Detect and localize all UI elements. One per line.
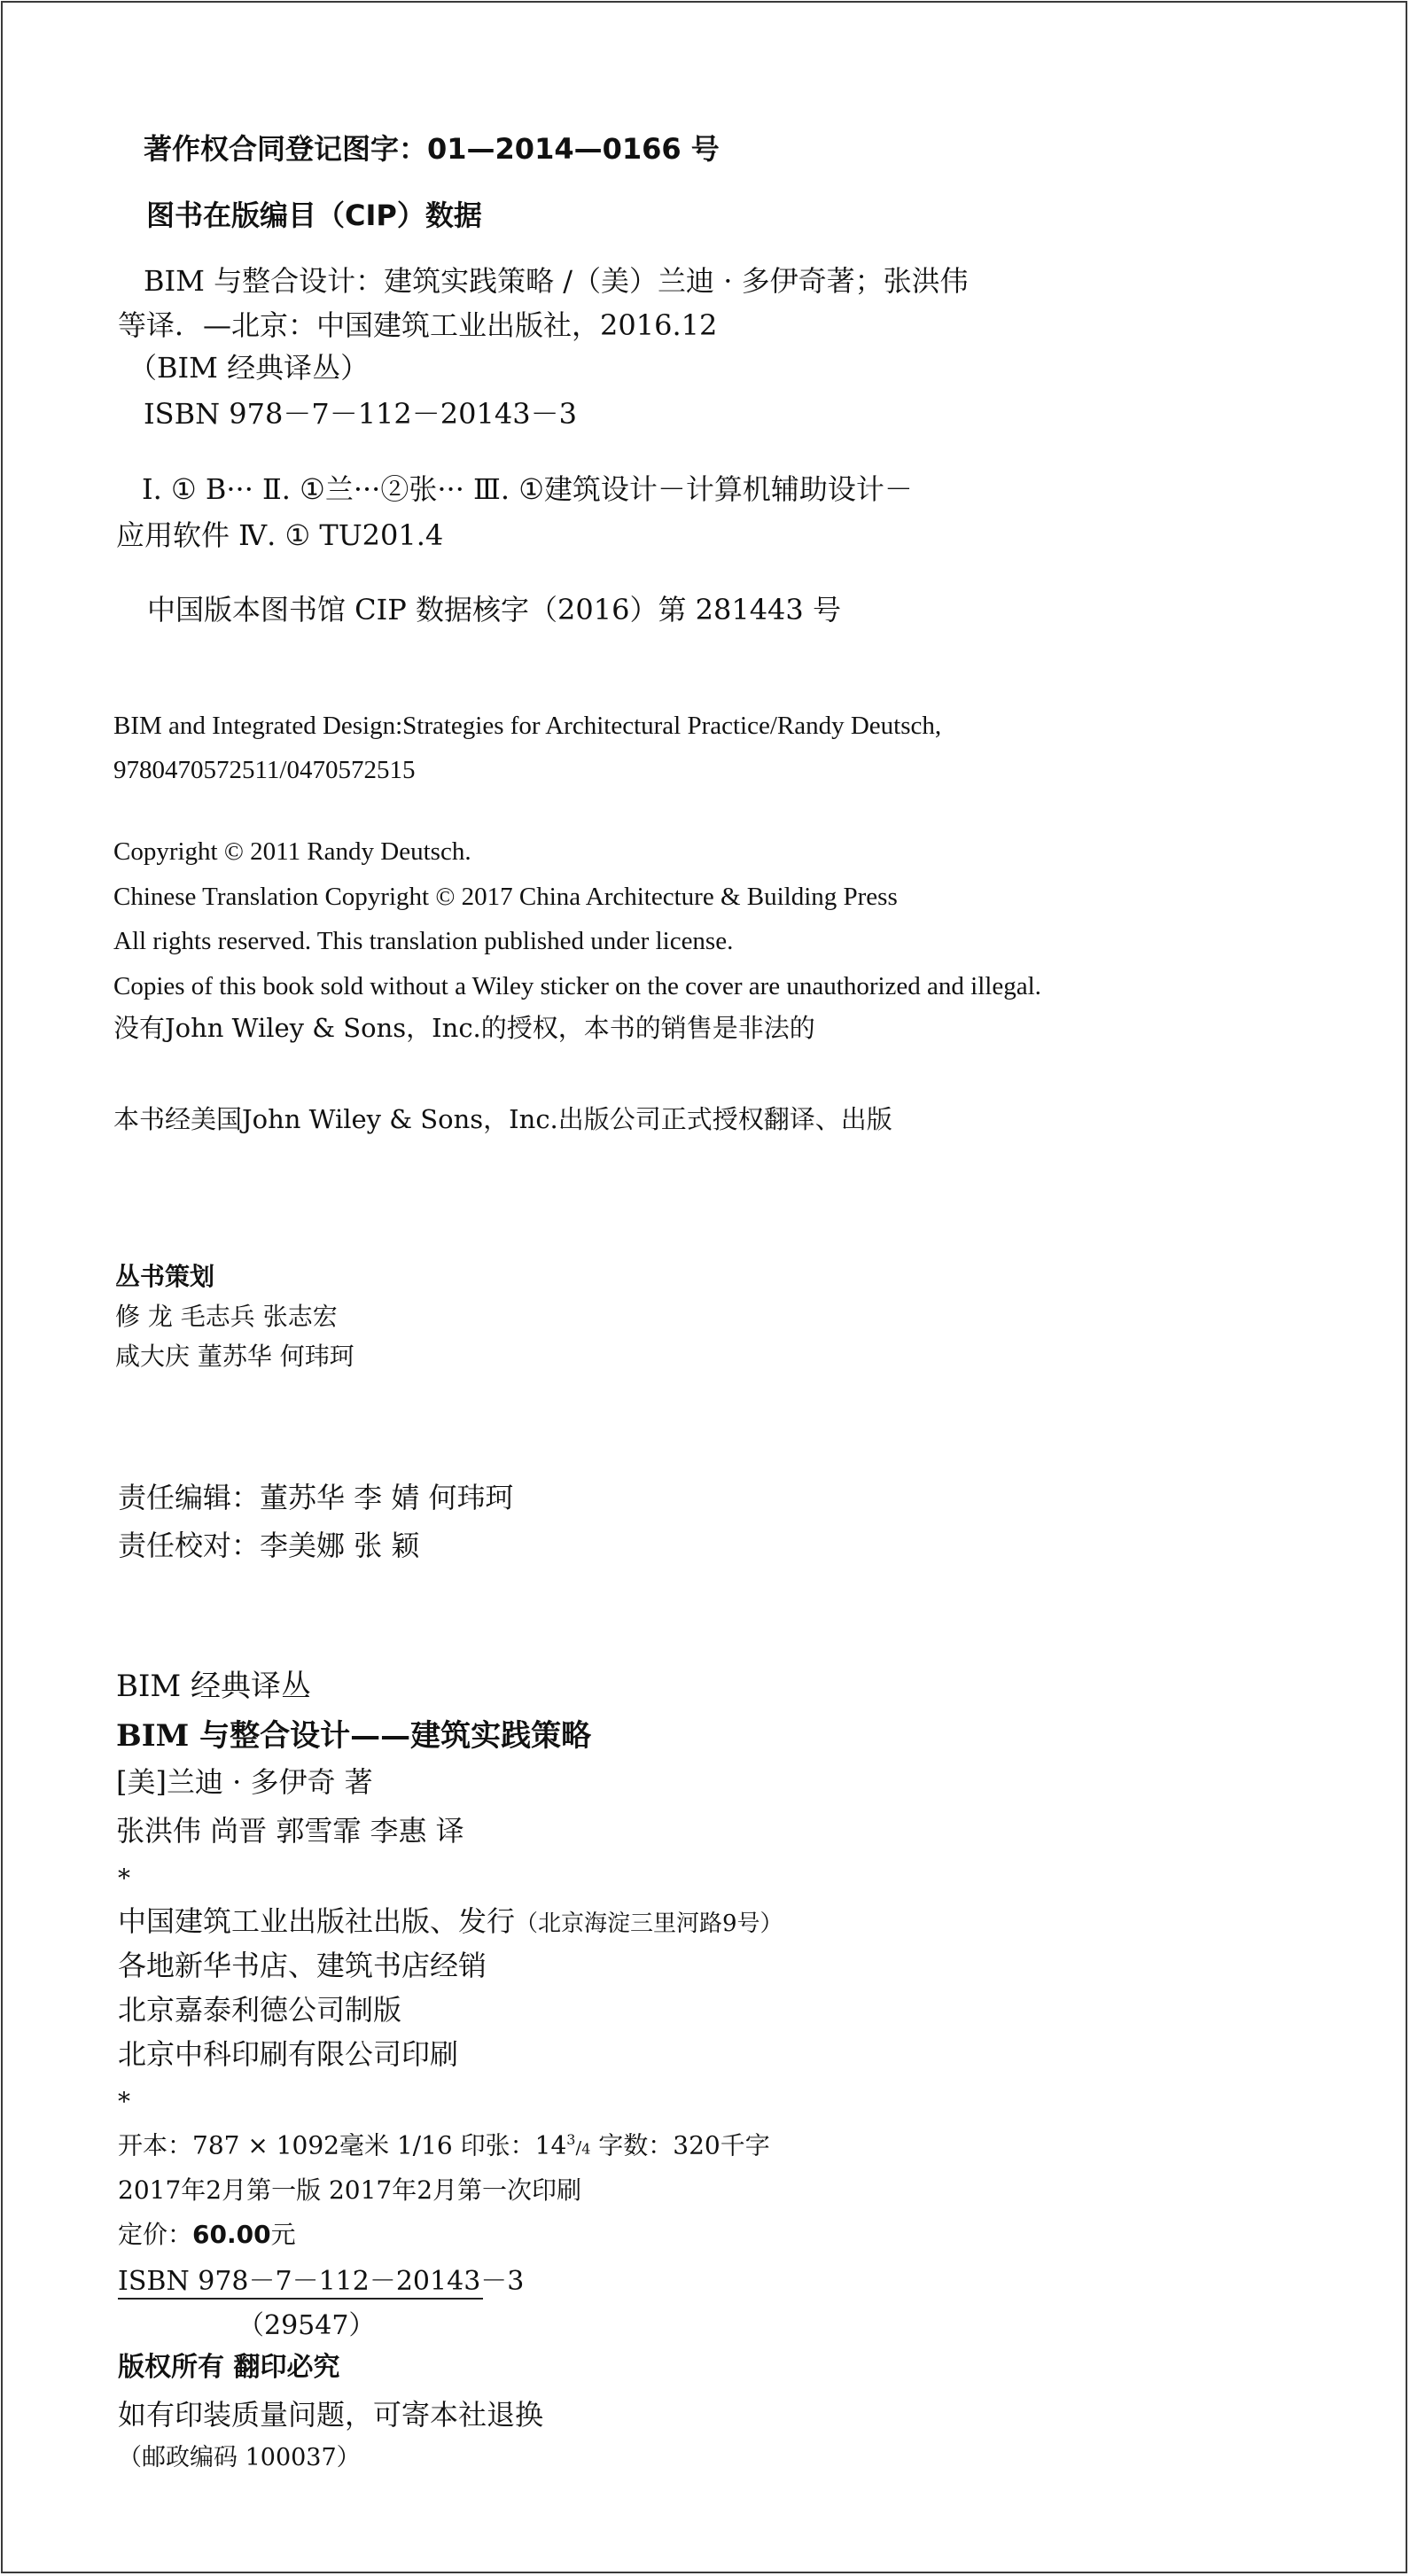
colophon-translators: 张洪伟 尚晋 郭雪霏 李惠 译 bbox=[116, 1814, 464, 1848]
colophon-postal-code: （邮政编码 100037） bbox=[118, 2444, 361, 2471]
cip-line-isbn: ISBN 978－7－112－20143－3 bbox=[144, 397, 577, 431]
cip-title: 图书在版编目（CIP）数据 bbox=[146, 198, 482, 232]
series-planning-line-2: 咸大庆 董苏华 何玮珂 bbox=[115, 1342, 354, 1371]
copyright-line-2: Chinese Translation Copyright © 2017 China Architecture & Building Press bbox=[113, 883, 898, 911]
cip-line-classification-cont: 应用软件 Ⅳ. ① TU201.4 bbox=[116, 518, 444, 552]
price-value: 60.00 bbox=[192, 2220, 271, 2249]
cip-data-number: 中国版本图书馆 CIP 数据核字（2016）第 281443 号 bbox=[147, 593, 841, 626]
publisher-name: 中国建筑工业出版社出版、发行 bbox=[118, 1904, 516, 1938]
colophon-edition: 2017年2月第一版 2017年2月第一次印刷 bbox=[118, 2175, 582, 2205]
copyright-line-3: All rights reserved. This translation published under license. bbox=[113, 927, 734, 955]
colophon-distribution: 各地新华书店、建筑书店经销 bbox=[118, 1949, 487, 1982]
colophon-book-code: （29547） bbox=[238, 2310, 376, 2341]
publisher-address: （北京海淀三里河路9号） bbox=[515, 1911, 783, 1937]
cip-line-2: 等译．—北京：中国建筑工业出版社，2016.12 bbox=[118, 308, 718, 342]
colophon-separator-2: * bbox=[118, 2087, 130, 2116]
cip-line-1: BIM 与整合设计：建筑实践策略 /（美）兰迪 · 多伊奇著；张洪伟 bbox=[144, 264, 969, 298]
colophon-separator-1: * bbox=[118, 1864, 130, 1893]
colophon-typesetting: 北京嘉泰利德公司制版 bbox=[118, 1993, 402, 2027]
colophon-publisher bbox=[118, 1904, 783, 1938]
responsible-proofreaders: 责任校对：李美娜 张 颖 bbox=[118, 1529, 420, 1562]
colophon-rights: 版权所有 翻印必究 bbox=[118, 2352, 340, 2383]
format-sheet-fraction-numerator: 3 bbox=[566, 2131, 576, 2148]
colophon-isbn: ISBN 978－7－112－20143－3 bbox=[118, 2266, 525, 2297]
price-label: 定价： bbox=[118, 2220, 193, 2249]
format-sheet-fraction-slash: / bbox=[575, 2136, 582, 2159]
copyright-line-5: 没有John Wiley & Sons，Inc.的授权，本书的销售是非法的 bbox=[113, 1013, 815, 1043]
colophon-format bbox=[118, 2130, 770, 2160]
colophon-printing: 北京中科印刷有限公司印刷 bbox=[118, 2037, 459, 2071]
colophon-price bbox=[118, 2222, 296, 2247]
authorization-line: 本书经美国John Wiley & Sons，Inc.出版公司正式授权翻译、出版 bbox=[113, 1104, 892, 1134]
copyright-registration-number: 著作权合同登记图字：01—2014—0166 号 bbox=[144, 132, 720, 166]
series-planning-line-1: 修 龙 毛志兵 张志宏 bbox=[115, 1302, 338, 1331]
copyright-line-1: Copyright © 2011 Randy Deutsch. bbox=[113, 837, 471, 866]
colophon-author: [美]兰迪 · 多伊奇 著 bbox=[116, 1765, 373, 1799]
format-suffix: 字数：320千字 bbox=[590, 2130, 770, 2160]
cip-line-classification: Ⅰ. ① B··· Ⅱ. ①兰···②张··· Ⅲ. ①建筑设计－计算机辅助设计－ bbox=[142, 472, 913, 506]
format-prefix: 开本：787 × 1092毫米 1/16 印张：14 bbox=[118, 2130, 567, 2160]
copyright-line-4: Copies of this book sold without a Wiley sticker on the cover are unauthorized and illegal. bbox=[113, 972, 1041, 1000]
colophon-returns: 如有印装质量问题，可寄本社退换 bbox=[118, 2398, 544, 2432]
format-sheet-fraction-denominator: 4 bbox=[581, 2140, 591, 2158]
cip-line-3: （BIM 经典译丛） bbox=[129, 351, 370, 385]
original-isbn: 9780470572511/0470572515 bbox=[113, 756, 416, 784]
series-planning-title: 丛书策划 bbox=[115, 1262, 215, 1291]
colophon-book-title: BIM 与整合设计——建筑实践策略 bbox=[116, 1718, 592, 1754]
isbn-underline bbox=[118, 2298, 483, 2300]
responsible-editors: 责任编辑：董苏华 李 婧 何玮珂 bbox=[118, 1481, 514, 1514]
colophon-series: BIM 经典译丛 bbox=[116, 1669, 312, 1704]
price-unit: 元 bbox=[270, 2220, 296, 2249]
original-title: BIM and Integrated Design:Strategies for Architectural Practice/Randy Deutsch, bbox=[113, 712, 942, 740]
